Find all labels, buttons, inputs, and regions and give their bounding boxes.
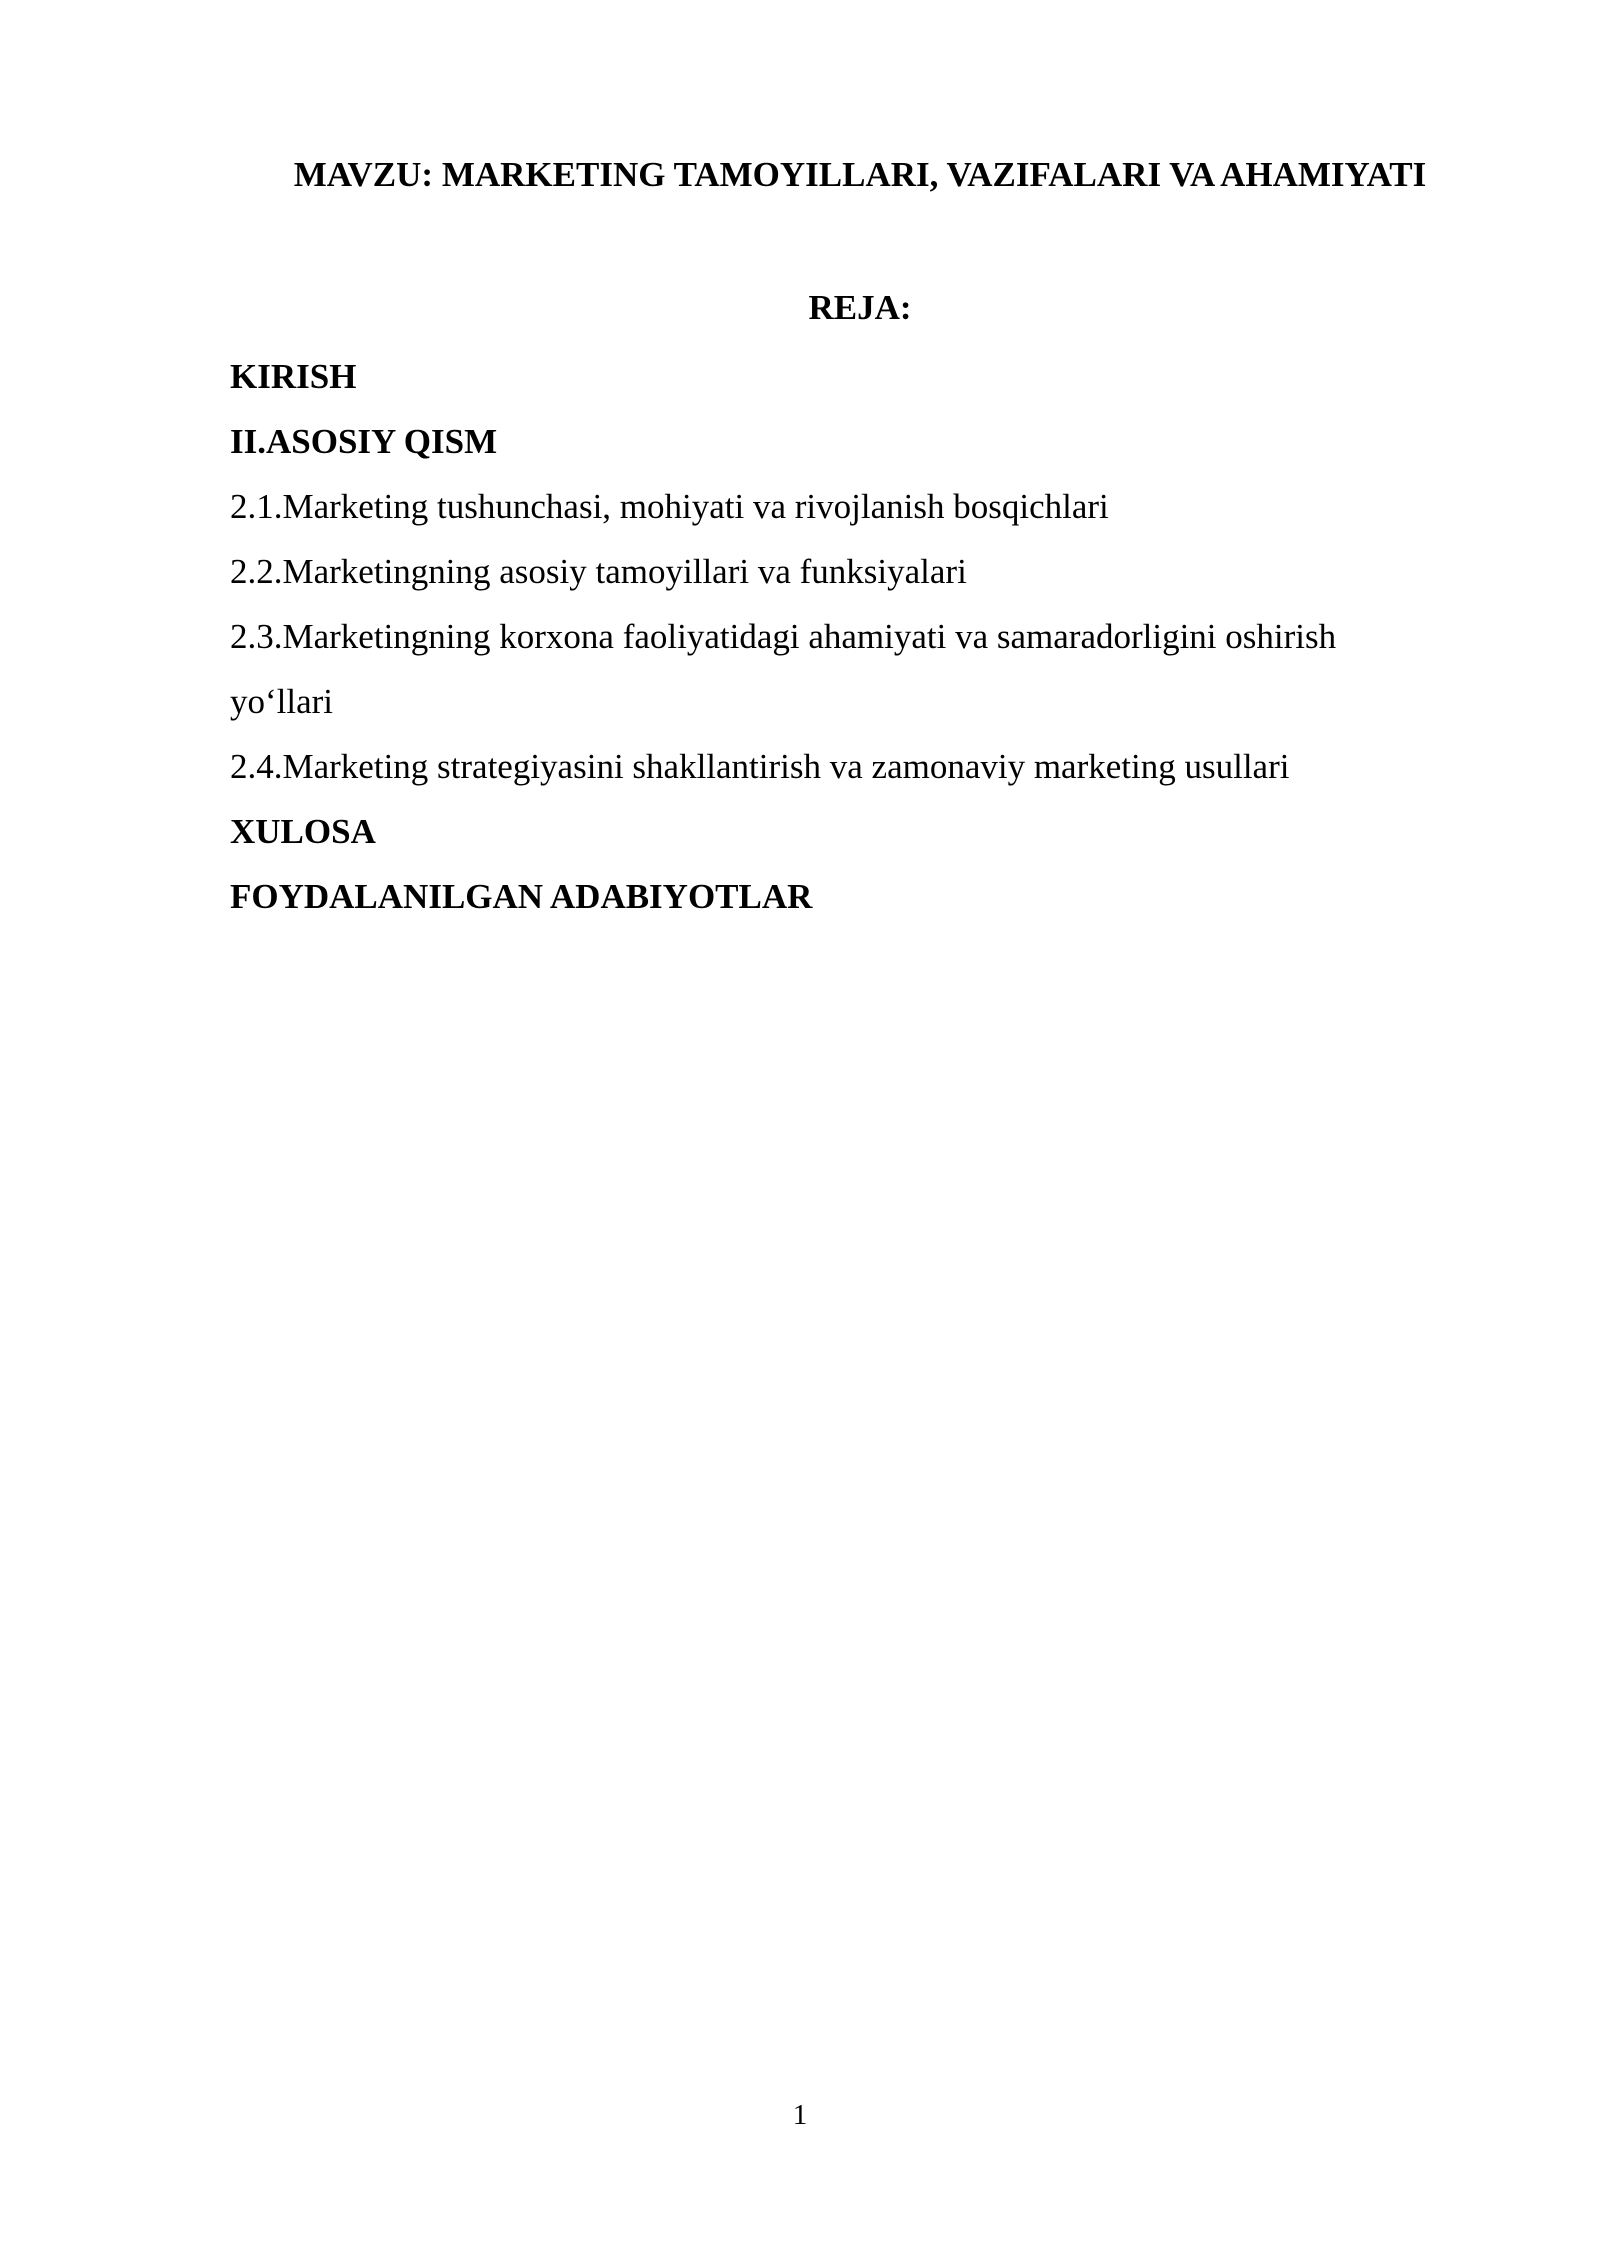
- table-of-contents: [230, 344, 1500, 929]
- toc-item-2-4: 2.4.Marketing strategiyasini shakllantirish va zamonaviy marketing usullari: [230, 747, 1290, 786]
- toc-item-xulosa: XULOSA: [230, 812, 376, 851]
- toc-item-kirish: KIRISH: [230, 357, 357, 396]
- document-title: MAVZU: MARKETING TAMOYILLARI, VAZIFALARI VA AHAMIYATI: [293, 155, 1427, 194]
- page-number: 1: [792, 2099, 808, 2131]
- toc-item-2-1: 2.1.Marketing tushunchasi, mohiyati va rivojlanish bosqichlari: [230, 487, 1109, 526]
- toc-item-adabiyotlar: FOYDALANILGAN ADABIYOTLAR: [230, 877, 813, 916]
- plan-heading: REJA:: [808, 288, 912, 327]
- toc-item-2-3: 2.3.Marketingning korxona faoliyatidagi ahamiyati va samaradorligini oshirish: [230, 617, 1337, 656]
- toc-item-asosiy-qism: II.ASOSIY QISM: [230, 422, 498, 461]
- toc-item-2-3-continuation: yo‘llari: [230, 682, 334, 721]
- toc-item-2-2: 2.2.Marketingning asosiy tamoyillari va funksiyalari: [230, 552, 967, 591]
